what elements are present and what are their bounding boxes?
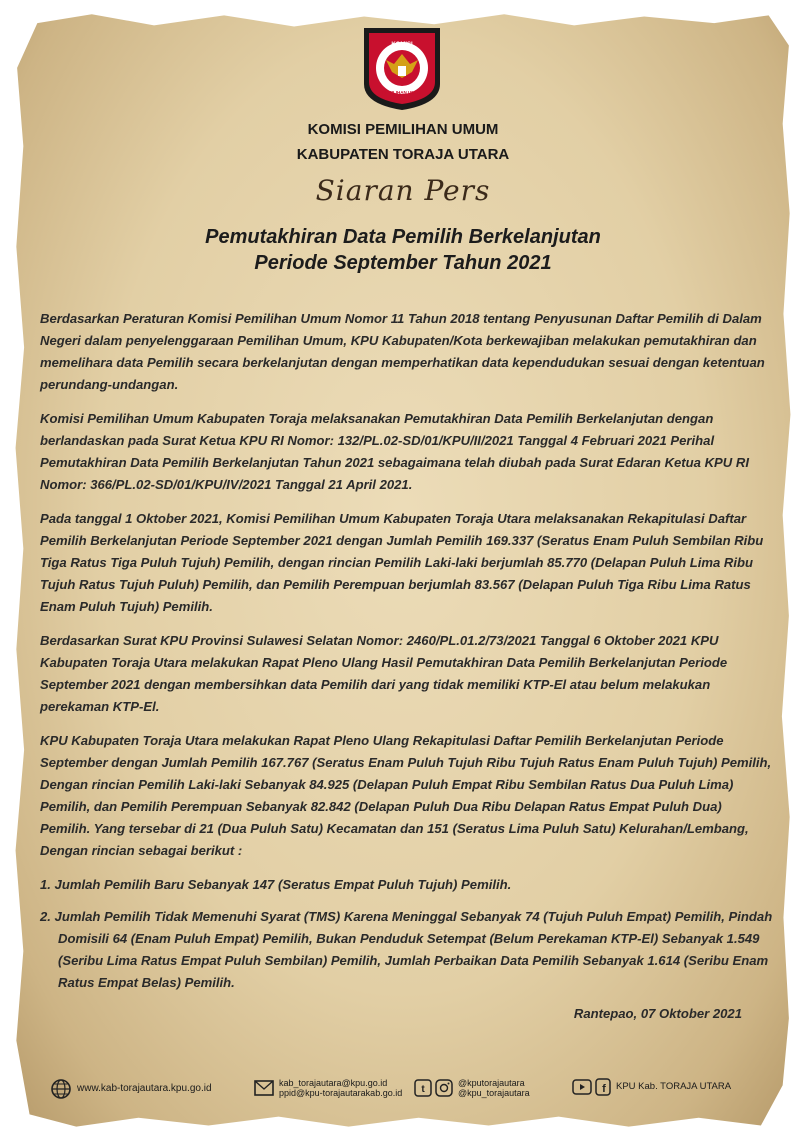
footer-website[interactable]: [50, 1078, 212, 1100]
list-item: 2. Jumlah Pemilih Tidak Memenuhi Syarat (TMS) Karena Meninggal Sebanyak 74 (Tujuh Puluh Empat) Pemilih, Pindah Domisili 64 (Enam Puluh Empat) Pemilih, Bukan Penduduk Setempat (Belum Perekaman KTP-El) Sebanyak 1.549 (Seribu Lima Ratus Empat Puluh Sembilan) Pemilih, Jumlah Perbaikan Data Pemilih Sebanyak 1.614 (Seribu Enam Ratus Empat Belas) Pemilih.: [40, 909, 773, 990]
mail-icon: [254, 1080, 274, 1096]
list-item: 1. Jumlah Pemilih Baru Sebanyak 147 (Seratus Empat Puluh Tujuh) Pemilih.: [40, 877, 512, 892]
press-title-line1: Pemutakhiran Data Pemilih Berkelanjutan: [205, 226, 601, 248]
detail-list: [40, 874, 774, 994]
paragraph: Berdasarkan Peraturan Komisi Pemilihan Umum Nomor 11 Tahun 2018 tentang Penyusunan Daftar Pemilih di Dalam Negeri dalam penyelenggaraan Pemilihan Umum, KPU Kabupaten/Kota berkewajiban melakukan pemutakhiran dan memelihara data Pemilih secara berkelanjutan dengan memperhatikan data kependudukan sesuai dengan ketentuan perundang-undangan.: [40, 311, 765, 392]
logo-text-bottom: PEMILIHAN UMUM: [382, 90, 422, 95]
facebook-icon: [595, 1078, 611, 1096]
footer-email[interactable]: [254, 1078, 402, 1098]
footer-social[interactable]: [414, 1078, 530, 1098]
website-text: www.kab-torajautara.kpu.go.id: [77, 1083, 212, 1094]
youtube-icon: [572, 1079, 592, 1095]
logo-text-top: KOMISI: [391, 42, 413, 48]
press-title-line2: Periode September Tahun 2021: [254, 252, 552, 274]
press-body: [40, 308, 774, 1004]
social-handles: [458, 1078, 530, 1098]
document-type: Siaran Pers: [315, 174, 491, 207]
social-handle-1: @kputorajautara: [458, 1078, 525, 1088]
email-2: ppid@kpu-torajautarakab.go.id: [279, 1088, 403, 1098]
twitter-icon: [414, 1079, 432, 1097]
channel-name: KPU Kab. TORAJA UTARA: [616, 1081, 732, 1092]
paragraph: KPU Kabupaten Toraja Utara melakukan Rapat Pleno Ulang Rekapitulasi Daftar Pemilih Berkelanjutan Periode September dengan Jumlah Pemilih 167.767 (Seratus Enam Puluh Tujuh Ribu Tujuh Ratus Enam Puluh Tujuh) Pemilih, Dengan rincian Pemilih Laki-laki Sebanyak 84.925 (Delapan Puluh Empat Ribu Sembilan Ratus Dua Puluh Lima) Pemilih, dan Pemilih Perempuan Sebanyak 82.842 (Delapan Puluh Dua Ribu Delapan Ratus Empat Puluh Dua) Pemilih. Yang tersebar di 21 (Dua Puluh Satu) Kecamatan dan 151 (Seratus Lima Puluh Satu) Kelurahan/Lembang, Dengan rincian sebagai berikut :: [40, 733, 772, 858]
svg-text:f: f: [602, 1083, 606, 1095]
instagram-icon: [435, 1079, 453, 1097]
footer-video[interactable]: [572, 1078, 731, 1096]
email-1: kab_torajautara@kpu.go.id: [279, 1078, 388, 1088]
paragraph: Pada tanggal 1 Oktober 2021, Komisi Pemilihan Umum Kabupaten Toraja Utara melaksanakan Rekapitulasi Daftar Pemilih Berkelanjutan Periode September 2021 dengan Jumlah Pemilih 169.337 (Seratus Enam Puluh Sembilan Ribu Tiga Ratus Tiga Puluh Tujuh) Pemilih, dengan rincian Pemilih Laki-laki berjumlah 85.770 (Delapan Puluh Lima Ribu Tujuh Ratus Tujuh Puluh) Pemilih, dan Pemilih Perempuan berjumlah 83.567 (Delapan Puluh Tiga Ribu Lima Ratus Enam Puluh Tujuh) Pemilih.: [40, 511, 764, 614]
footer: [50, 1078, 770, 1104]
svg-text:t: t: [421, 1084, 425, 1095]
email-list: [279, 1078, 402, 1098]
org-name: KOMISI PEMILIHAN UMUM: [307, 121, 499, 138]
social-handle-2: @kpu_torajautara: [458, 1088, 530, 1098]
paragraph: Berdasarkan Surat KPU Provinsi Sulawesi Selatan Nomor: 2460/PL.01.2/73/2021 Tanggal 6 Oktober 2021 KPU Kabupaten Toraja Utara melakukan Rapat Pleno Ulang Hasil Pemutakhiran Data Pemilih Berkelanjutan Periode September 2021 dengan membersihkan data Pemilih dari yang tidak memiliki KTP-El atau belum melakukan perekaman KTP-El.: [40, 633, 728, 714]
globe-icon: [50, 1078, 72, 1100]
org-region: KABUPATEN TORAJA UTARA: [296, 146, 510, 163]
kpu-logo: [360, 24, 444, 112]
paragraph: Komisi Pemilihan Umum Kabupaten Toraja melaksanakan Pemutakhiran Data Pemilih Berkelanjutan dengan berlandaskan pada Surat Ketua KPU RI Nomor: 132/PL.02-SD/01/KPU/II/2021 Tanggal 4 Februari 2021 Perihal Pemutakhiran Data Pemilih Berkelanjutan Tahun 2021 sebagaimana telah diubah pada Surat Edaran Ketua KPU RI Nomor: 366/PL.02-SD/01/KPU/IV/2021 Tanggal 21 April 2021.: [40, 411, 749, 492]
signature-place-date: Rantepao, 07 Oktober 2021: [573, 1006, 742, 1021]
